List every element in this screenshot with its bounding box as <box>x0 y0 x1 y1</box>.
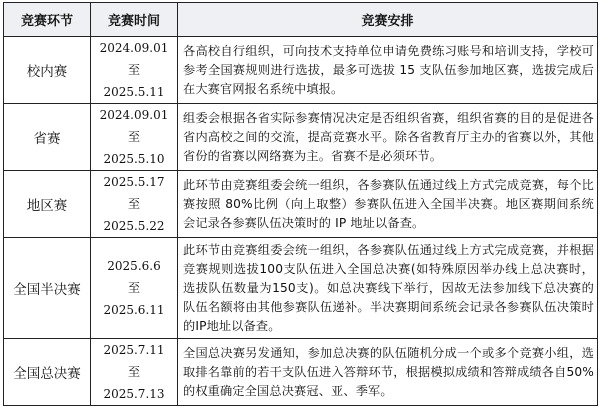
stage-cell: 省赛 <box>4 104 91 171</box>
date-separator: 至 <box>127 197 140 211</box>
end-date: 2025.5.11 <box>103 85 165 99</box>
date-separator: 至 <box>127 63 140 77</box>
header-stage: 竞赛环节 <box>4 3 91 37</box>
time-cell <box>91 104 178 171</box>
end-date: 2025.6.11 <box>103 303 165 317</box>
date-separator: 至 <box>127 130 140 144</box>
table-row <box>4 238 598 339</box>
stage-cell: 全国总决赛 <box>4 339 91 406</box>
table-row <box>4 37 598 104</box>
end-date: 2025.5.10 <box>103 152 165 166</box>
table-row <box>4 104 598 171</box>
stage-cell: 全国半决赛 <box>4 238 91 339</box>
start-date: 2025.6.6 <box>107 259 161 273</box>
date-separator: 至 <box>127 365 140 379</box>
plan-cell: 此环节由竞赛组委会统一组织，各参赛队伍通过线上方式完成竞赛，并根据竞赛规则选拔100支队伍进入全国总决赛(如特殊原因举办线上总决赛时，选拔队伍数量为150支)。如总决赛线下举行，因故无法参加线下总决赛的队伍名额将由其他参赛队伍递补。半决赛期间系统会记录各参赛队伍决策时的IP地址以备查。 <box>178 238 598 339</box>
start-date: 2024.09.01 <box>99 41 169 55</box>
start-date: 2025.5.17 <box>103 175 165 189</box>
date-separator: 至 <box>127 281 140 295</box>
competition-schedule-table <box>3 2 598 406</box>
start-date: 2025.7.11 <box>103 343 165 357</box>
plan-cell: 各高校自行组织，可向技术支持单位申请免费练习账号和培训支持，学校可参考全国赛规则进行选拔，最多可选拔 15 支队伍参加地区赛，选拔完成后在大赛官网报名系统中填报。 <box>178 37 598 104</box>
time-cell <box>91 238 178 339</box>
stage-cell: 地区赛 <box>4 171 91 238</box>
plan-cell: 组委会根据各省实际参赛情况决定是否组织省赛，组织省赛的目的是促进各省内高校之间的交流，提高竞赛水平。除各省教育厅主办的省赛以外，其他省份的省赛以网络赛为主。省赛不是必须环节。 <box>178 104 598 171</box>
time-cell <box>91 37 178 104</box>
time-cell <box>91 339 178 406</box>
end-date: 2025.5.22 <box>103 219 165 233</box>
plan-cell: 全国总决赛另发通知，参加总决赛的队伍随机分成一个或多个竞赛小组，选取排名靠前的若干支队伍进入答辩环节，根据模拟成绩和答辩成绩各自50%的权重确定全国总决赛冠、亚、季军。 <box>178 339 598 406</box>
header-plan: 竞赛安排 <box>178 3 598 37</box>
stage-cell: 校内赛 <box>4 37 91 104</box>
header-time: 竞赛时间 <box>91 3 178 37</box>
table-row <box>4 171 598 238</box>
end-date: 2025.7.13 <box>103 387 165 401</box>
start-date: 2024.09.01 <box>99 108 169 122</box>
time-cell <box>91 171 178 238</box>
plan-cell: 此环节由竞赛组委会统一组织，各参赛队伍通过线上方式完成竞赛，每个比赛按照 80%比例（向上取整）参赛队伍进入全国半决赛。地区赛期间系统会记录各参赛队伍决策时的 IP 地址以备查。 <box>178 171 598 238</box>
header-row <box>4 3 598 37</box>
table-row <box>4 339 598 406</box>
